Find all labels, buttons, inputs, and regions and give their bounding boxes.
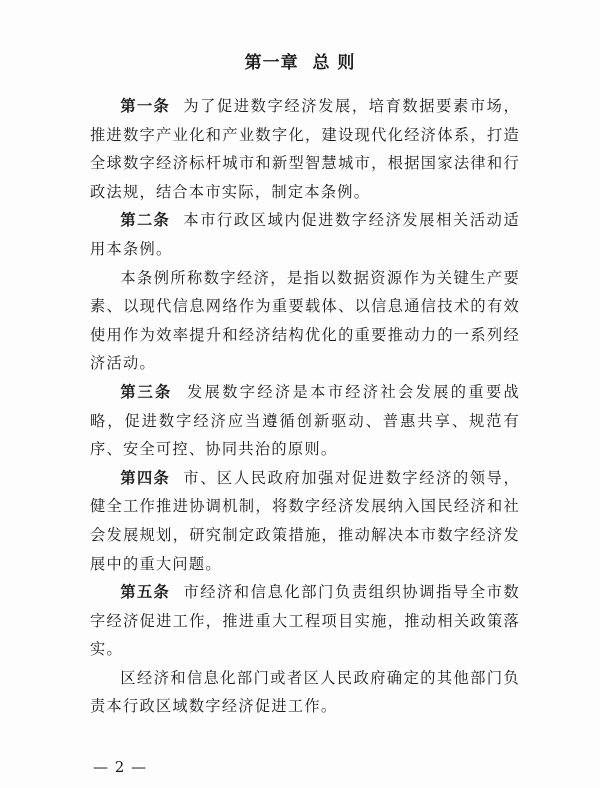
- article-5-paragraph-2: [90, 664, 520, 721]
- article-text: 本市行政区域内促进数字经济发展相关活动适用本条例。: [90, 211, 521, 258]
- article-1: [90, 92, 520, 206]
- article-number: 第四条: [120, 468, 171, 487]
- article-text: 为了促进数字经济发展，培育数据要素市场，推进数字产业化和产业数字化，建设现代化经济体系，打造全球数字经济标杆城市和新型智慧城市，根据国家法律和行政法规，结合本市实际，制定本条例。: [90, 97, 521, 201]
- article-text: 市经济和信息化部门负责组织协调指导全市数字经济促进工作，推进重大工程项目实施，推动相关政策落实。: [90, 583, 521, 659]
- article-number: 第二条: [120, 211, 171, 230]
- article-3: [90, 378, 520, 464]
- article-2: [90, 206, 520, 263]
- article-text: 本条例所称数字经济，是指以数据资源作为关键生产要素、以现代信息网络作为重要载体、以信息通信技术的有效使用作为效率提升和经济结构优化的重要推动力的一系列经济活动。: [90, 268, 520, 373]
- article-4: [90, 464, 520, 578]
- article-number: 第一条: [120, 97, 171, 115]
- article-5: [90, 578, 520, 664]
- article-2-paragraph-2: [90, 264, 520, 378]
- chapter-title: 第一章 总 则: [244, 53, 356, 73]
- article-number: 第三条: [120, 382, 173, 401]
- article-text: 发展数字经济是本市经济社会发展的重要战略，促进数字经济应当遵循创新驱动、普惠共享、规范有序、安全可控、协同共治的原则。: [90, 382, 521, 459]
- article-number: 第五条: [120, 583, 171, 602]
- page-number: — 2 —: [93, 758, 148, 776]
- document-body: [90, 92, 520, 721]
- article-text: 区经济和信息化部门或者区人民政府确定的其他部门负责本行政区域数字经济促进工作。: [90, 668, 520, 716]
- article-text: 市、区人民政府加强对促进数字经济的领导，健全工作推进协调机制，将数字经济发展纳入国民经济和社会发展规划，研究制定政策措施，推动解决本市数字经济发展中的重大问题。: [90, 468, 521, 573]
